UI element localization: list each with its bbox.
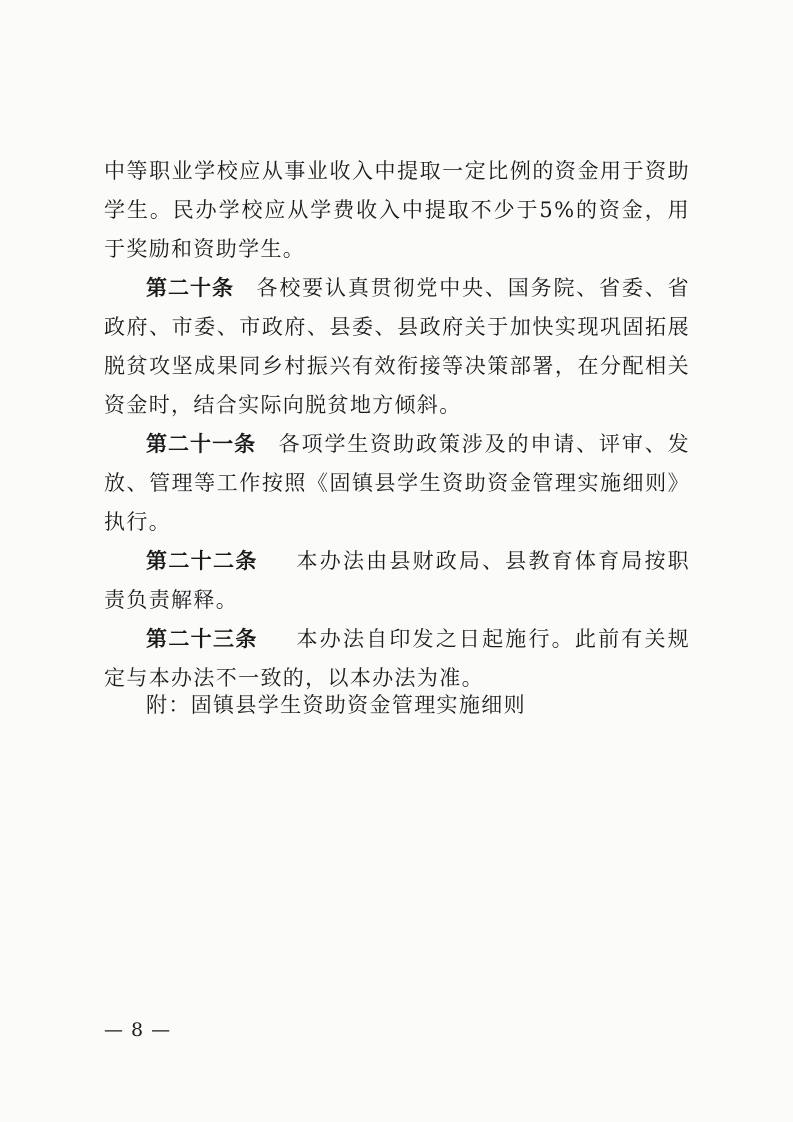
paragraph-continuation <box>104 152 690 269</box>
article-number: 第二十二条 <box>146 549 258 573</box>
article-text: 各项学生资助政策涉及的申请、评审、发放、管理等工作按照《固镇县学生资助资金管理实施细则》执行。 <box>104 432 690 534</box>
article-number: 第二十条 <box>146 276 234 300</box>
article-text: 本办法自印发之日起施行。此前有关规定与本办法不一致的，以本办法为准。 <box>104 627 690 690</box>
article-22-paragraph <box>104 542 690 620</box>
paragraph-text: 中等职业学校应从事业收入中提取一定比例的资金用于资助学生。民办学校应从学费收入中提取不少于5%的资金，用于奖励和资助学生。 <box>104 159 690 261</box>
article-number: 第二十三条 <box>146 627 258 651</box>
article-text: 本办法由县财政局、县教育体育局按职责负责解释。 <box>104 549 690 612</box>
page-number: — 8 — <box>104 1019 172 1041</box>
document-body <box>104 152 690 698</box>
article-21-paragraph <box>104 425 690 542</box>
article-23-paragraph <box>104 620 690 698</box>
article-number: 第二十一条 <box>146 432 257 456</box>
attachment-line: 附：固镇县学生资助资金管理实施细则 <box>146 693 526 717</box>
article-text: 各校要认真贯彻党中央、国务院、省委、省政府、市委、市政府、县委、县政府关于加快实现巩固拓展脱贫攻坚成果同乡村振兴有效衔接等决策部署，在分配相关资金时，结合实际向脱贫地方倾斜。 <box>104 276 691 417</box>
article-20-paragraph <box>104 269 690 425</box>
